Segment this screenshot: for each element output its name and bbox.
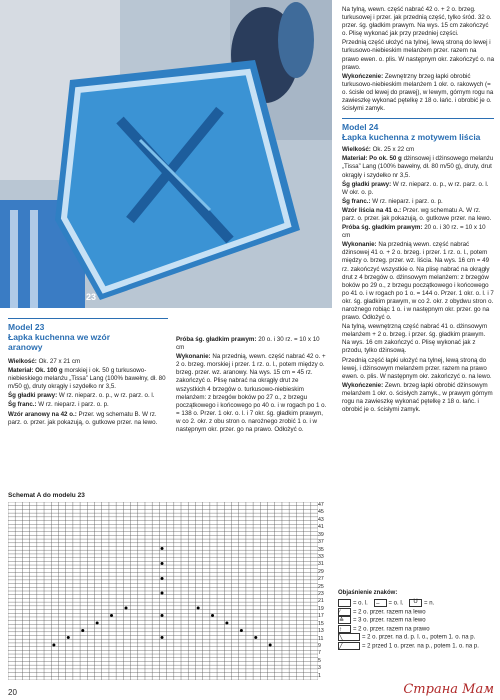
instructions-paragraph: Wykonanie: Na przednią, wewn. część nabrać 42 o. + 2 o. brzeg. morskiej i przer. 1 rz. o. l., potem między o. brzeg. przer. wz. aranowy. Na wys. 15 cm = 45 rz. zakończyć o. Plisę nabrać na okrągły drut ze wszystkich 4 brzegów o. turkusowo-niebieskim melanżem: z brzegów boków po 27 o., z brzegu początkowego i końcowego po 40 o. i w rogach po 1 o. = 138 o. Przer. 1 okr. o. l. i 7 okr. śg. gładkim prawym, w co 2. okr. z obu stron o. narożnego zrobić 1 o. i w następnym okr. przer. go na prawo. Odłożyć o. [176,353,327,434]
product-photo [0,0,332,308]
chart-stitch-symbol: ● [160,560,164,566]
chart-stitch-symbol: ● [109,612,114,618]
chart-stitch-symbol: ● [66,634,71,640]
stockinette-paragraph: Śg gładki prawy: W rz. nieparz. o. p., w rz. parz. o. l. [8,392,155,400]
section-rule [8,318,168,319]
back-part-paragraph: Na tylną, wewn. część nabrać 42 o. + 2 o. brzeg. turkusowej i przer. jak przednią część, tylko śród. 32 o. przer. śg. gładkim prawym. Na wys. 15 cm zakończyć o. Plisę wykonać jak przy przedniej części. [342,6,492,38]
row-number: 15 [318,620,324,627]
model-23-subtitle: Łapka kuchenna we wzór [8,332,111,342]
row-number: 41 [318,524,324,531]
row-number: 21 [318,598,324,605]
right-column [342,6,494,415]
row-number: 9 [318,642,321,649]
row-number: 33 [318,553,324,560]
row-number: 45 [318,509,324,516]
garter-paragraph: Śg franc.: W rz. nieparz. i parz. o. p. [342,197,443,205]
cable-right-icon: ╱ [338,642,360,650]
gauge-paragraph: Próba śg. gładkim prawym: 20 o. i 30 rz. = 10 x 10 cm [176,336,320,352]
finishing-paragraph-2: Wykończenie: Zewn. brzeg łapki obrobić dżinsowym melanżem 1 okr. o. ścisłych zamyk., w prawym górnym rogu na zawieszkę wykonać pętelkę z 18 o. łańc. i obrobić je o. ścisłymi zamyk. [342,381,493,414]
row-number: 43 [318,516,324,523]
finishing-paragraph: Wykończenie: Zewnętrzny brzeg łapki obrobić turkusowo-niebieskim melanżem 1 okr. o. rakowych (= o. ścisłe od lewej do prawej), w lewym, górnym rogu na zawieszkę wykonać pętelkę z 18 o. łańc. i obrobić je o. ścisłymi zamyk. [342,72,494,113]
chart-stitch-symbol: ● [81,627,85,633]
legend-row: ≙ = 3 o. przer. razem na lewo [339,617,426,625]
instructions-paragraph: Wykonanie: Na przednią wewn. część nabrać dżinsowej 41 o. + 2 o. brzeg. i przer. 1 rz. o. l., potem między o. brzeg. przer. wz. liścia. Na wys. 16 cm = 49 rz. zakończyć wszystkie o. Na plisę nabrać na okrągły drut z 4 brzegów o. dżinsowym melanżem: z brzegów boków po 29 o., z brzegu początkowego i końcowego po 41 o. i w rogach po 1 o. = 144 o. Przer. 1 okr. o. l. i 7 okr. śg. gładkim prawym, w co 2. okr. z obydwu stron o. narożnego robiąc 1 o. i w następnym okr. przer. go na prawo. Odłożyć o. [342,241,494,322]
model-23-subtitle-2: aranowy [8,342,43,352]
decrease-left-icon: ⁄ [338,608,351,616]
stockinette-paragraph: Śg gładki prawy: W rz. nieparz. o. p., w rz. parz. o. l. W okr. o. p. [342,180,489,196]
chart-row-numbers [318,502,332,680]
row-number: 7 [318,650,321,657]
material-paragraph: Materiał: Ok. 100 g morskiej i ok. 50 g turkusowo-niebieskiego melanżu „Tissa” Lang (100% bawełny, dł. 80 m/50 g), druty okrągły i szydełko nr 3,5. [8,367,166,391]
legend-title: Objaśnienie znaków: [338,590,398,596]
chart-stitch-symbol: ● [160,575,164,581]
photo-number: 23 [86,292,97,302]
row-number: 25 [318,583,324,590]
chart-stitch-symbol: ● [225,619,229,625]
material-paragraph: Materiał: Po ok. 50 g dżinsowej i dżinsowego melanżu „Tissa” Lang (100% bawełny, dł. 80 m/50 g), druty, drut okrągły i szydełko nr 3,5. [342,155,494,179]
chart-stitch-symbol: ● [160,590,164,596]
row-number: 27 [318,576,324,583]
chart-stitch-symbol: ● [124,605,128,611]
row-number: 47 [318,502,324,508]
chart-stitch-symbol: ● [160,545,164,551]
legend-row: ↑ = 2 o. przer. razem na prawo [339,626,430,633]
back-part-paragraph-2: Na tylną, wewnętrzną część nabrać 41 o. dżinsowym melanżem + 2 o. brzeg. i przer. śg. gładkim prawym. Na wys. 16 cm zakończyć o. Plisę wykonać jak z przodu, tylko dżinsową. [342,323,488,355]
row-number: 35 [318,546,324,553]
chart-stitch-symbol: ● [160,612,164,618]
model-23-instructions-column [176,336,328,435]
chart-stitch-symbol: ● [254,634,258,640]
model-23-column [8,322,168,428]
row-number: 31 [318,561,324,568]
assembly-paragraph: Przednią część ułożyć na tylnej, lewą stroną do lewej i turkusowo-niebieskim melanżem przer. razem na prawo ewen. o. plis. W następnym okr. zakończyć o. na prawo. [342,39,495,71]
arrow-icon: ↑ [338,625,351,633]
chart-stitch-symbol: ● [239,627,244,633]
legend-row: ╱ = 2 przed 1 o. przer. na p., potem 1. o. na p. [339,643,479,650]
page-number: 20 [8,688,17,697]
chart-stitch-symbol: ● [160,634,164,640]
row-number: 29 [318,568,324,575]
row-number: 1 [318,672,321,679]
row-number: 23 [318,591,324,597]
dash-cell-icon: – [374,599,387,607]
decrease-three-icon: ≙ [338,616,351,624]
model-23-title: Model 23 [8,322,45,332]
cable-left-icon: ╲ [338,633,360,641]
size-paragraph: Wielkość: Ok. 25 x 22 cm [342,146,415,154]
chart-title: Schemat A do modelu 23 [8,492,85,499]
chart-stitch-symbol: ● [52,642,56,648]
row-number: 5 [318,657,321,664]
knitting-chart [8,502,318,680]
yarn-over-icon: U [409,599,422,607]
chart-stitch-symbol: ● [268,642,273,648]
row-number: 19 [318,605,324,612]
size-paragraph: Wielkość: Ok. 27 x 21 cm [8,358,81,365]
leaf-pattern-paragraph: Wzór liścia na 41 o.: Przer. wg schematu A. W rz. parz. o. przer. jak pokazują, o. gutkowe przer. na lewo. [342,206,492,222]
empty-cell-icon [338,599,351,607]
row-number: 37 [318,539,324,546]
aran-pattern-paragraph: Wzór aranowy na 42 o.: Przer. wg schematu B. W rz. parz. o. przer. jak pokazują, o. gutkowe przer. na lewo. [8,410,158,426]
gauge-paragraph: Próba śg. gładkim prawym: 20 o. i 30 rz. = 10 x 10 cm [342,224,486,240]
row-number: 17 [318,613,324,620]
chart-stitch-symbol: ● [210,612,215,618]
row-number: 3 [318,665,321,672]
row-number: 11 [318,635,324,642]
legend-row: = o. l. – = o. l. U = n. [338,599,498,608]
assembly-paragraph-2: Przednią część łapki ułożyć na tylnej, lewą stroną do lewej, i dżinsowym melanżem przer. razem na prawo ewen. o. plis. W następnym okr. zakończyć o. na lewo. [342,356,492,380]
row-number: 13 [318,628,324,635]
chart-stitch-symbol: ● [95,619,100,625]
chart-stitch-symbol: ● [196,605,200,611]
model-24-title: Model 24 [342,122,379,133]
garter-paragraph: Śg franc.: W rz. nieparz. i parz. o. p. [8,401,109,409]
row-number: 39 [318,531,324,538]
legend-row: ╲ = 2 o. przer. na d. p. l. o., potem 1. o. na p. [339,634,476,642]
potholder-photo-illustration [0,0,332,308]
model-24-subtitle: Łapka kuchenna z motywem liścia [342,132,481,143]
legend [338,589,498,650]
site-logo: Страна Мам [403,682,494,697]
section-rule [342,118,494,119]
legend-row: ⁄ = 2 o. przer. razem na lewo [339,609,426,616]
